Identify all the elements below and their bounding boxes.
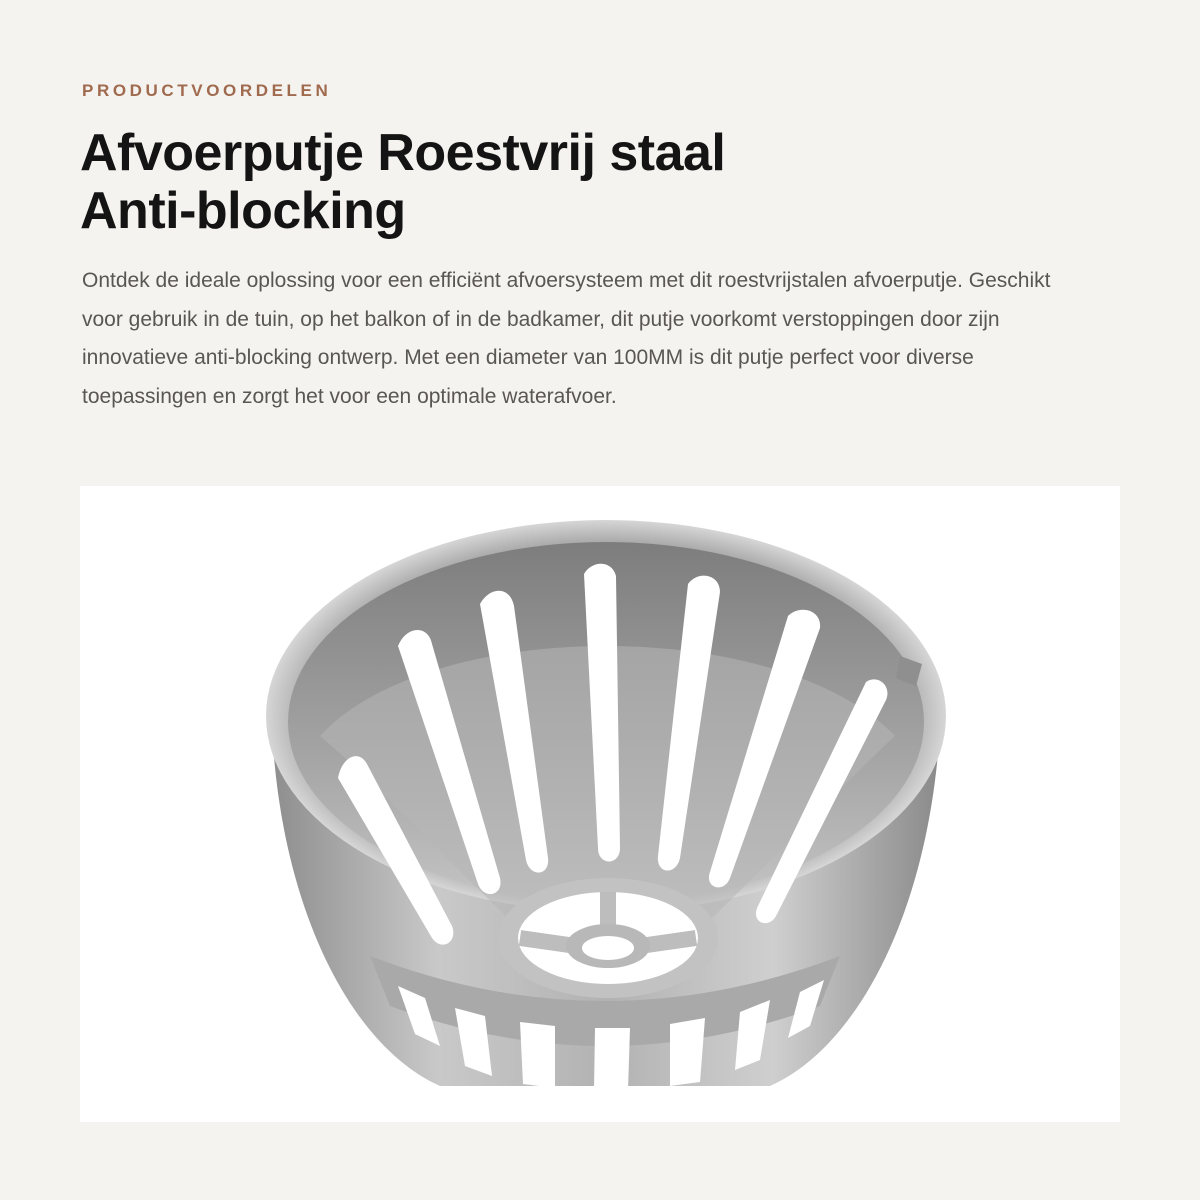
- product-description: Ontdek de ideale oplossing voor een efficiënt afvoersysteem met dit roestvrijstalen afvoerputje. Geschikt voor gebruik in de tuin, op het balkon of in de badkamer, dit putje voorkomt verstoppingen door zijn innovatieve anti-blocking ontwerp. Met een diameter van 100MM is dit putje perfect voor diverse toepassingen en zorgt het voor een optimale waterafvoer.: [82, 269, 1051, 408]
- product-title: Afvoerputje Roestvrij staal Anti-blocking: [80, 124, 726, 240]
- drain-strainer-illustration: [80, 486, 1120, 1122]
- section-eyebrow: PRODUCTVOORDELEN: [82, 81, 332, 100]
- product-image: [80, 486, 1120, 1122]
